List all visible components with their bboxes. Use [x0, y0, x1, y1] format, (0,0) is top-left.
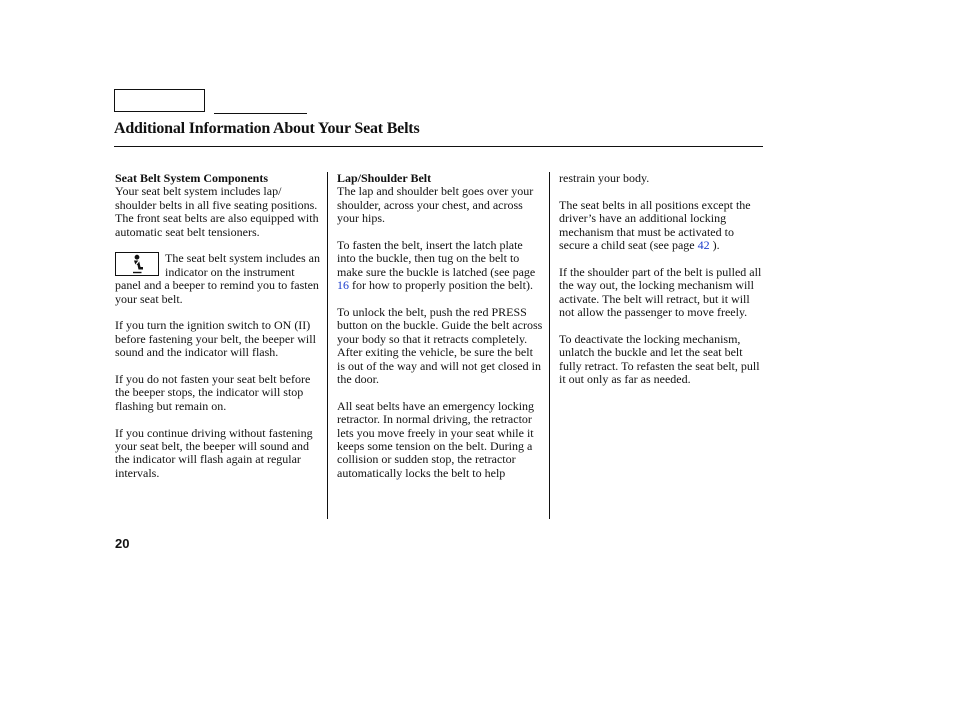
paragraph-text: for how to properly position the belt). [349, 278, 533, 293]
seat-belt-reminder-icon [115, 252, 159, 276]
paragraph: If the shoulder part of the belt is pulled all the way out, the locking mechanism will activate. The belt will retract, but it will not allow the passenger to move freely. [559, 264, 762, 320]
section-heading-components: Seat Belt System Components [115, 171, 268, 185]
column-3 [559, 172, 763, 400]
paragraph: restrain your body. [559, 171, 650, 185]
page-title: Additional Information About Your Seat Belts [114, 120, 420, 137]
paragraph: If you continue driving without fastening your seat belt, the beeper will sound and the indicator will flash again at regular intervals. [115, 425, 313, 480]
column-1 [115, 172, 320, 494]
paragraph-text: ). [709, 238, 720, 253]
paragraph: If you turn the ignition switch to ON (II) before fastening your belt, the beeper will sound and the indicator will flash. [115, 318, 316, 360]
indicator-text: The seat belt system includes an indicator on the instrument panel and a beeper to remind you to fasten your seat belt. [115, 251, 320, 306]
paragraph-text: The seat belts in all positions except the driver’s have an additional locking mechanism that must be activated to secure a child seat (see page [559, 197, 751, 253]
paragraph: To unlock the belt, push the red PRESS button on the buckle. Guide the belt across your body so that it retracts completely. After exiting the vehicle, be sure the belt is out of the way and will not get closed in the door. [337, 305, 543, 387]
nav-box[interactable] [114, 89, 205, 112]
paragraph: Your seat belt system includes lap/ shoulder belts in all five seating positions. The front seat belts are also equipped with automatic seat belt tensioners. [115, 184, 319, 239]
page-reference-link[interactable]: 16 [337, 278, 349, 293]
paragraph: All seat belts have an emergency locking retractor. In normal driving, the retractor lets you move freely in your seat while it keeps some tension on the belt. During a collision or sudden stop, the retractor automatically locks the belt to help [337, 398, 535, 480]
paragraph: If you do not fasten your seat belt before the beeper stops, the indicator will stop flashing but remain on. [115, 372, 311, 413]
paragraph [337, 239, 543, 293]
paragraph [559, 199, 763, 253]
page-reference-link[interactable]: 42 [697, 238, 710, 253]
nav-line [214, 113, 307, 114]
paragraph-text: To fasten the belt, insert the latch plate into the buckle, then tug on the belt to make sure the buckle is latched (see page [337, 238, 536, 279]
column-divider-2 [549, 172, 550, 519]
paragraph: To deactivate the locking mechanism, unlatch the buckle and let the seat belt fully retract. To refasten the seat belt, pull it out only as far as needed. [559, 331, 760, 387]
title-divider [114, 146, 763, 147]
page-number: 20 [115, 536, 130, 551]
section-heading-lap-shoulder: Lap/Shoulder Belt [337, 171, 432, 185]
column-2 [337, 172, 543, 494]
indicator-paragraph [115, 252, 320, 306]
paragraph: The lap and shoulder belt goes over your shoulder, across your chest, and across your hips. [337, 184, 534, 226]
column-divider-1 [327, 172, 328, 519]
